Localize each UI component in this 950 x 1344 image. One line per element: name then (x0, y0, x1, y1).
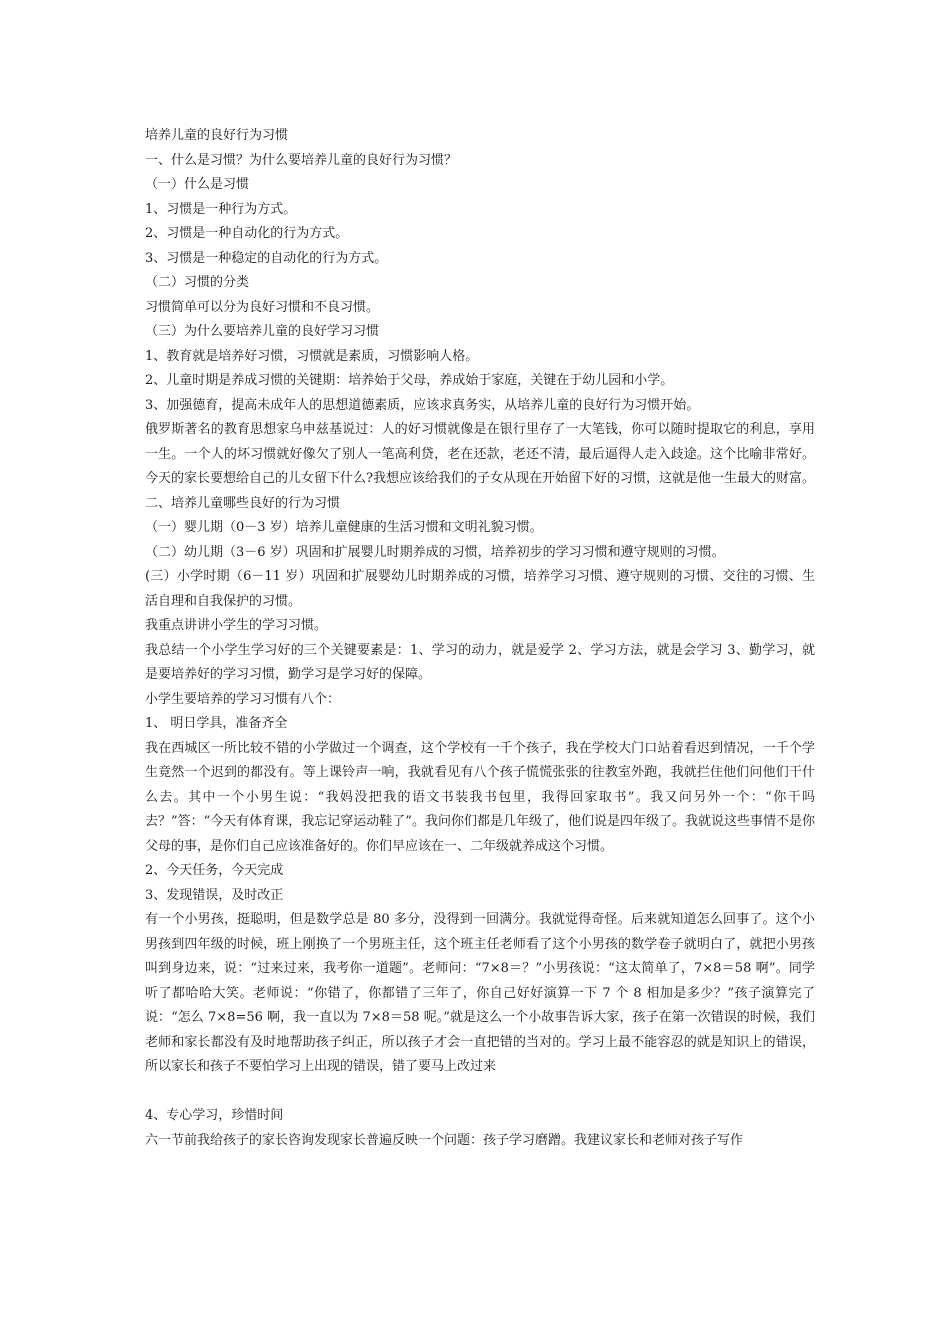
paragraph: 我重点讲讲小学生的学习习惯。 (145, 618, 328, 633)
section-heading-1: 一、什么是习惯？为什么要培养儿童的良好行为习惯？ (145, 152, 458, 168)
habit-heading: 4、专心学习，珍惜时间 (145, 1108, 284, 1123)
document-body (145, 124, 815, 1153)
paragraph: 小学生要培养的学习习惯有八个： (145, 691, 341, 707)
paragraph: 习惯简单可以分为良好习惯和不良习惯。 (145, 299, 380, 315)
list-item: 2、习惯是一种自动化的行为方式。 (145, 226, 349, 241)
subheading-why-cultivate: （三）为什么要培养儿童的良好学习习惯 (145, 324, 380, 339)
list-item: 1、习惯是一种行为方式。 (145, 201, 297, 217)
list-item: 3、习惯是一种稳定的自动化的行为方式。 (145, 250, 388, 266)
habit-heading: 1、 明日学具，准备齐全 (145, 716, 288, 731)
list-item: 3、加强德育，提高未成年人的思想道德素质，应该求真务实，从培养儿童的良好行为习惯开始。 (145, 397, 700, 413)
list-item: (三）小学时期（6－11 岁）巩固和扩展婴幼儿时期养成的习惯，培养学习习惯、遵守规则的习惯、交往的习惯、生活自理和自我保护的习惯。 (145, 569, 815, 609)
list-item: （一）婴儿期（0－3 岁）培养儿童健康的生活习惯和文明礼貌习惯。 (145, 520, 543, 535)
subheading-habit-types: （二）习惯的分类 (145, 275, 250, 290)
paragraph: 我在西城区一所比较不错的小学做过一个调查，这个学校有一千个孩子，我在学校大门口站着看迟到情况，一千个学生竟然一个迟到的都没有。等上课铃声一响，我就看见有八个孩子慌慌张张的往教室外跑，我就拦住他们问他们干什么去。其中一个小男生说：“我妈没把我的语文书装我书包里，我得回家取书”。我又问另外一个：“你干吗去？”答：“今天有体育课，我忘记穿运动鞋了”。我问你们都是几年级了，他们说是四年级了。我就说这些事情不是你父母的事，是你们自己应该准备好的。你们早应该在一、二年级就养成这个习惯。 (145, 740, 815, 854)
list-item: （二）幼儿期（3－6 岁）巩固和扩展婴儿时期养成的习惯，培养初步的学习习惯和遵守规则的习惯。 (145, 544, 725, 560)
document-title: 培养儿童的良好行为习惯 (145, 128, 289, 143)
subheading-what-is-habit: （一）什么是习惯 (145, 177, 250, 192)
habit-heading: 3、发现错误，及时改正 (145, 887, 284, 903)
paragraph: 俄罗斯著名的教育思想家乌申兹基说过：人的好习惯就像是在银行里存了一大笔钱，你可以随时提取它的利息，享用一生。一个人的坏习惯就好像欠了别人一笔高利贷，老在还款，老还不清，最后逼得人走入歧途。这个比喻非常好。今天的家长要想给自己的儿女留下什么?我想应该给我们的子女从现在开始留下好的习惯，这就是他一生最大的财富。 (145, 422, 815, 486)
blank-line (145, 1080, 815, 1105)
habit-heading: 2、今天任务，今天完成 (145, 863, 284, 878)
list-item: 1、教育就是培养好习惯，习惯就是素质，习惯影响人格。 (145, 348, 479, 364)
list-item: 2、儿童时期是养成习惯的关键期：培养始于父母，养成始于家庭，关键在于幼儿园和小学。 (145, 373, 674, 388)
paragraph: 我总结一个小学生学习好的三个关键要素是：1、学习的动力，就是爱学 2、学习方法，就是会学习 3、勤学习，就是要培养好的学习习惯，勤学习是学习好的保障。 (145, 642, 815, 682)
paragraph: 六一节前我给孩子的家长咨询发现家长普遍反映一个问题：孩子学习磨蹭。我建议家长和老师对孩子写作 (145, 1132, 744, 1148)
section-heading-2: 二、培养儿童哪些良好的行为习惯 (145, 495, 341, 511)
paragraph: 有一个小男孩，挺聪明，但是数学总是 80 多分，没得到一回满分。我就觉得奇怪。后来就知道怎么回事了。这个小男孩到四年级的时候，班上刚换了一个男班主任，这个班主任老师看了这个小男孩的数学卷子就明白了，就把小男孩叫到身边来，说：“过来过来，我考你一道题”。老师问：“7×8＝？”小男孩说：“这太简单了，7×8＝58 啊”。同学听了都哈哈大笑。老师说：“你错了，你都错了三年了，你自己好好演算一下 7 个 8 相加是多少？”孩子演算完了说：“怎么 7×8=56 啊，我一直以为 7×8＝58 呢。”就是这么一个小故事告诉大家，孩子在第一次错误的时候，我们老师和家长都没有及时地帮助孩子纠正，所以孩子才会一直把错的当对的。学习上最不能容忍的就是知识上的错误，所以家长和孩子不要怕学习上出现的错误，错了要马上改过来 (145, 912, 815, 1074)
